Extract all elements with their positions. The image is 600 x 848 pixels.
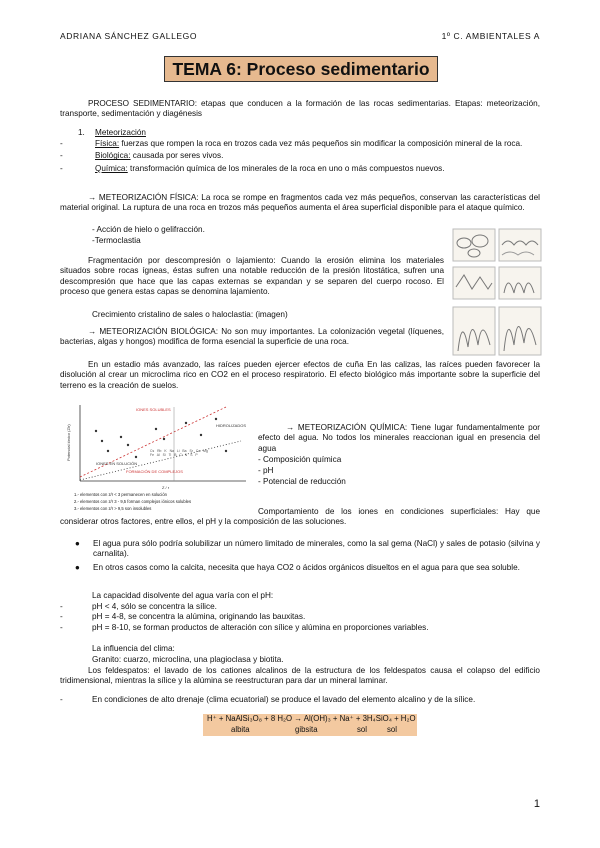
y-axis-label: Potencial iónico (Z/r) (66, 424, 71, 461)
chart-legend-item: 1.- elementos con z/r < 3 permanecen en solución (74, 492, 167, 497)
list-item: - pH < 4, sólo se concentra la sílice. (60, 602, 217, 611)
formula-name: gibsita (295, 724, 318, 734)
author-name: ADRIANA SÁNCHEZ GALLEGO (60, 31, 198, 41)
formula-name: sol (357, 724, 367, 734)
ph-title: La capacidad disolvente del agua varía con el pH: (92, 591, 274, 600)
haloclastia-illustration (452, 227, 542, 359)
fisica-item: - Acción de hielo o gelifracción. (92, 225, 205, 234)
bullet-list (60, 539, 540, 573)
fisica-item: -Termoclastia (92, 236, 141, 245)
formula-name: albita (231, 724, 250, 734)
chart-label: HIDROLIZADOS (216, 423, 247, 428)
feldespatos-paragraph: Los feldespatos: el lavado de los cationes alcalinos de la estructura de los feldespatos causa el colapso del edificio tridimensional, mientras la sílice y la alúmina se reestructuran para dar un mineral laminar. (60, 666, 540, 686)
quimica-item: - pH (258, 466, 274, 475)
formula-equation: H⁺ + NaAlSi₃O₈ + 8 H₂O → Al(OH)₃ + Na⁺ + 3H₄SiO₄ + H₂O (207, 714, 416, 723)
reaction-formula (203, 714, 417, 736)
fragmentacion-paragraph: Fragmentación por descompresión o lajamiento: Cuando la erosión elimina los materiales situados sobre rocas ígneas, éstas sufren una notable reducción de la presión litostática, sufren una descompresión que hace que las capas externas se expandan y se separen del cuerpo rocoso. El proceso que genera estas capas se denomina lajamiento. (60, 256, 444, 297)
crecimiento-line: Crecimiento cristalino de sales o haloclastia: (imagen) (92, 310, 288, 319)
iones-paragraph: Comportamiento de los iones en condiciones superficiales: Hay que considerar otros factores, entre ellos, el pH y la composición de las soluciones. (60, 507, 540, 527)
intro-paragraph: PROCESO SEDIMENTARIO: etapas que conducen a la formación de las rocas sedimentarias. Etapas: meteorización, transporte, sedimentación y diagénesis (60, 99, 540, 119)
list-item: - pH = 4-8, se concentra la alúmina, originando las bauxitas. (60, 612, 306, 622)
list-item: - Biológica: causada por seres vivos. (60, 151, 224, 161)
formula-name: sol (387, 724, 397, 734)
section-title: Meteorización (95, 128, 146, 137)
list-item: - Física: fuerzas que rompen la roca en trozos cada vez más pequeños sin modificar la composición mineral de la roca. (60, 139, 523, 148)
quimica-item: - Potencial de reducción (258, 477, 346, 486)
drenaje-item: - En condiciones de alto drenaje (clima ecuatorial) se produce el lavado del elemento alcalino y de la sílice. (60, 695, 476, 704)
page-title: TEMA 6: Proceso sedimentario (164, 56, 438, 82)
ionic-potential-chart (66, 401, 252, 515)
list-item: - Química: transformación química de los minerales de la roca en uno o más compuestos nuevos. (60, 163, 445, 173)
biologica-paragraph: → METEORIZACIÓN BIOLÓGICA: No son muy importantes. La colonización vegetal (líquenes, bacterias, algas y hongos) modifica de forma esencial la superficie de una roca. (60, 327, 444, 347)
list-item: ● El agua pura sólo podría solubilizar un número limitado de minerales, como la sal gema (NaCl) y sales de potasio (silvina y carnalita). (75, 539, 540, 559)
granito-line: Granito: cuarzo, microclina, una plagioclasa y biotita. (92, 655, 284, 664)
chart-elements: Cs Rb K Na Li Ba Sr Ca Mg Fe Al Si Ti B C N S P (150, 449, 208, 457)
chart-label: IONES EN SOLUCIÓN (96, 461, 138, 466)
list-item: - pH = 8-10, se forman productos de alteración con sílice y alúmina en proporciones variables. (60, 622, 429, 632)
quimica-paragraph: → METEORIZACIÓN QUÍMICA: Tiene lugar fundamentalmente por efecto del agua. No todos los minerales reaccionan igual en presencia del agua (258, 423, 540, 453)
section-number: 1. (78, 128, 85, 137)
fisica-paragraph: → METEORIZACIÓN FÍSICA: La roca se rompe en fragmentos cada vez más pequeños, conservan las características del material original. La ruptura de una roca en trozos más pequeños aumenta el área superficial disponible para el ataque químico. (60, 193, 540, 213)
raices-paragraph: En un estadio más avanzado, las raíces pueden ejercer efectos de cuña En las calizas, las raíces pueden favorecer la disolución al crear un microclima rico en CO2 en el proceso respiratorio. El efecto biológico más importante sobre la superficie del terreno es la creación de suelos. (60, 360, 540, 390)
chart-legend-item: 3.- elementos con z/r > 9,5 son insolubles (74, 506, 152, 511)
page-number: 1 (533, 798, 540, 810)
list-item: ● En otros casos como la calcita, necesita que haya CO2 o ácidos orgánicos disueltos en el agua para que sea soluble. (75, 562, 520, 572)
clima-title: La influencia del clima: (92, 644, 175, 653)
chart-label: FORMACIÓN DE COMPLEJOS (126, 469, 183, 474)
course-label: 1º C. AMBIENTALES A (441, 31, 540, 41)
chart-label: IONES SOLUBLES (136, 407, 171, 412)
chart-legend-item: 2.- elementos con z/r 3 - 9,5 forman complejos iónicos solubles (74, 499, 192, 504)
meteorization-list (60, 139, 540, 174)
ph-list (60, 602, 540, 633)
x-axis-label: Z / r (162, 485, 170, 490)
quimica-item: - Composición química (258, 455, 342, 464)
